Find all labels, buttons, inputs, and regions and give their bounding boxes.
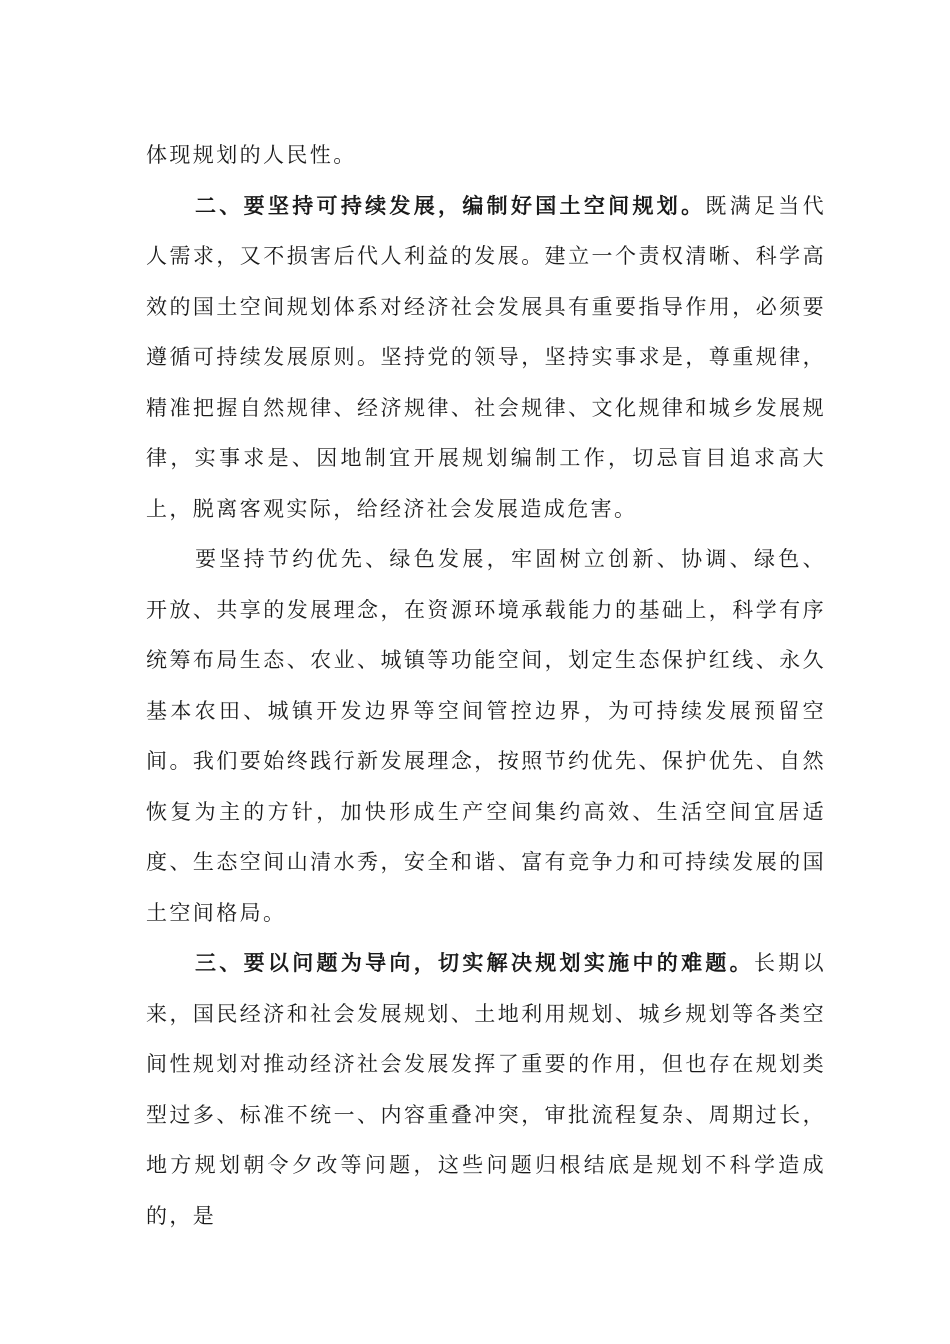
section-heading: 二、要坚持可持续发展，编制好国土空间规划。 — [195, 193, 706, 218]
paragraph-continuation — [146, 130, 826, 181]
paragraph-section-three — [146, 938, 826, 1241]
paragraph-text: 体现规划的人民性。 — [146, 143, 357, 167]
paragraph-text: 要坚持节约优先、绿色发展，牢固树立创新、协调、绿色、开放、共享的发展理念，在资源环境承载能力的基础上，科学有序统筹布局生态、农业、城镇等功能空间，划定生态保护红线、永久基本农田、城镇开发边界等空间管控边界，为可持续发展预留空间。我们要始终践行新发展理念，按照节约优先、保护优先、自然恢复为主的方针，加快形成生产空间集约高效、生活空间宜居适度、生态空间山清水秀，安全和谐、富有竞争力和可持续发展的国土空间格局。 — [146, 547, 826, 925]
document-body — [146, 130, 826, 1241]
paragraph-section-two — [146, 181, 826, 535]
section-heading: 三、要以问题为导向，切实解决规划实施中的难题。 — [195, 951, 754, 975]
paragraph-text: 既满足当代人需求，又不损害后代人利益的发展。建立一个责权清晰、科学高效的国土空间规划体系对经济社会发展具有重要指导作用，必须要遵循可持续发展原则。坚持党的领导，坚持实事求是，尊重规律，精准把握自然规律、经济规律、社会规律、文化规律和城乡发展规律，实事求是、因地制宜开展规划编制工作，切忌盲目追求高大上，脱离客观实际，给经济社会发展造成危害。 — [146, 193, 827, 521]
paragraph-green-development — [146, 534, 826, 938]
paragraph-text: 长期以来，国民经济和社会发展规划、土地利用规划、城乡规划等各类空间性规划对推动经济社会发展发挥了重要的作用，但也存在规划类型过多、标准不统一、内容重叠冲突，审批流程复杂、周期过长，地方规划朝令夕改等问题，这些问题归根结底是规划不科学造成的，是 — [146, 951, 826, 1228]
